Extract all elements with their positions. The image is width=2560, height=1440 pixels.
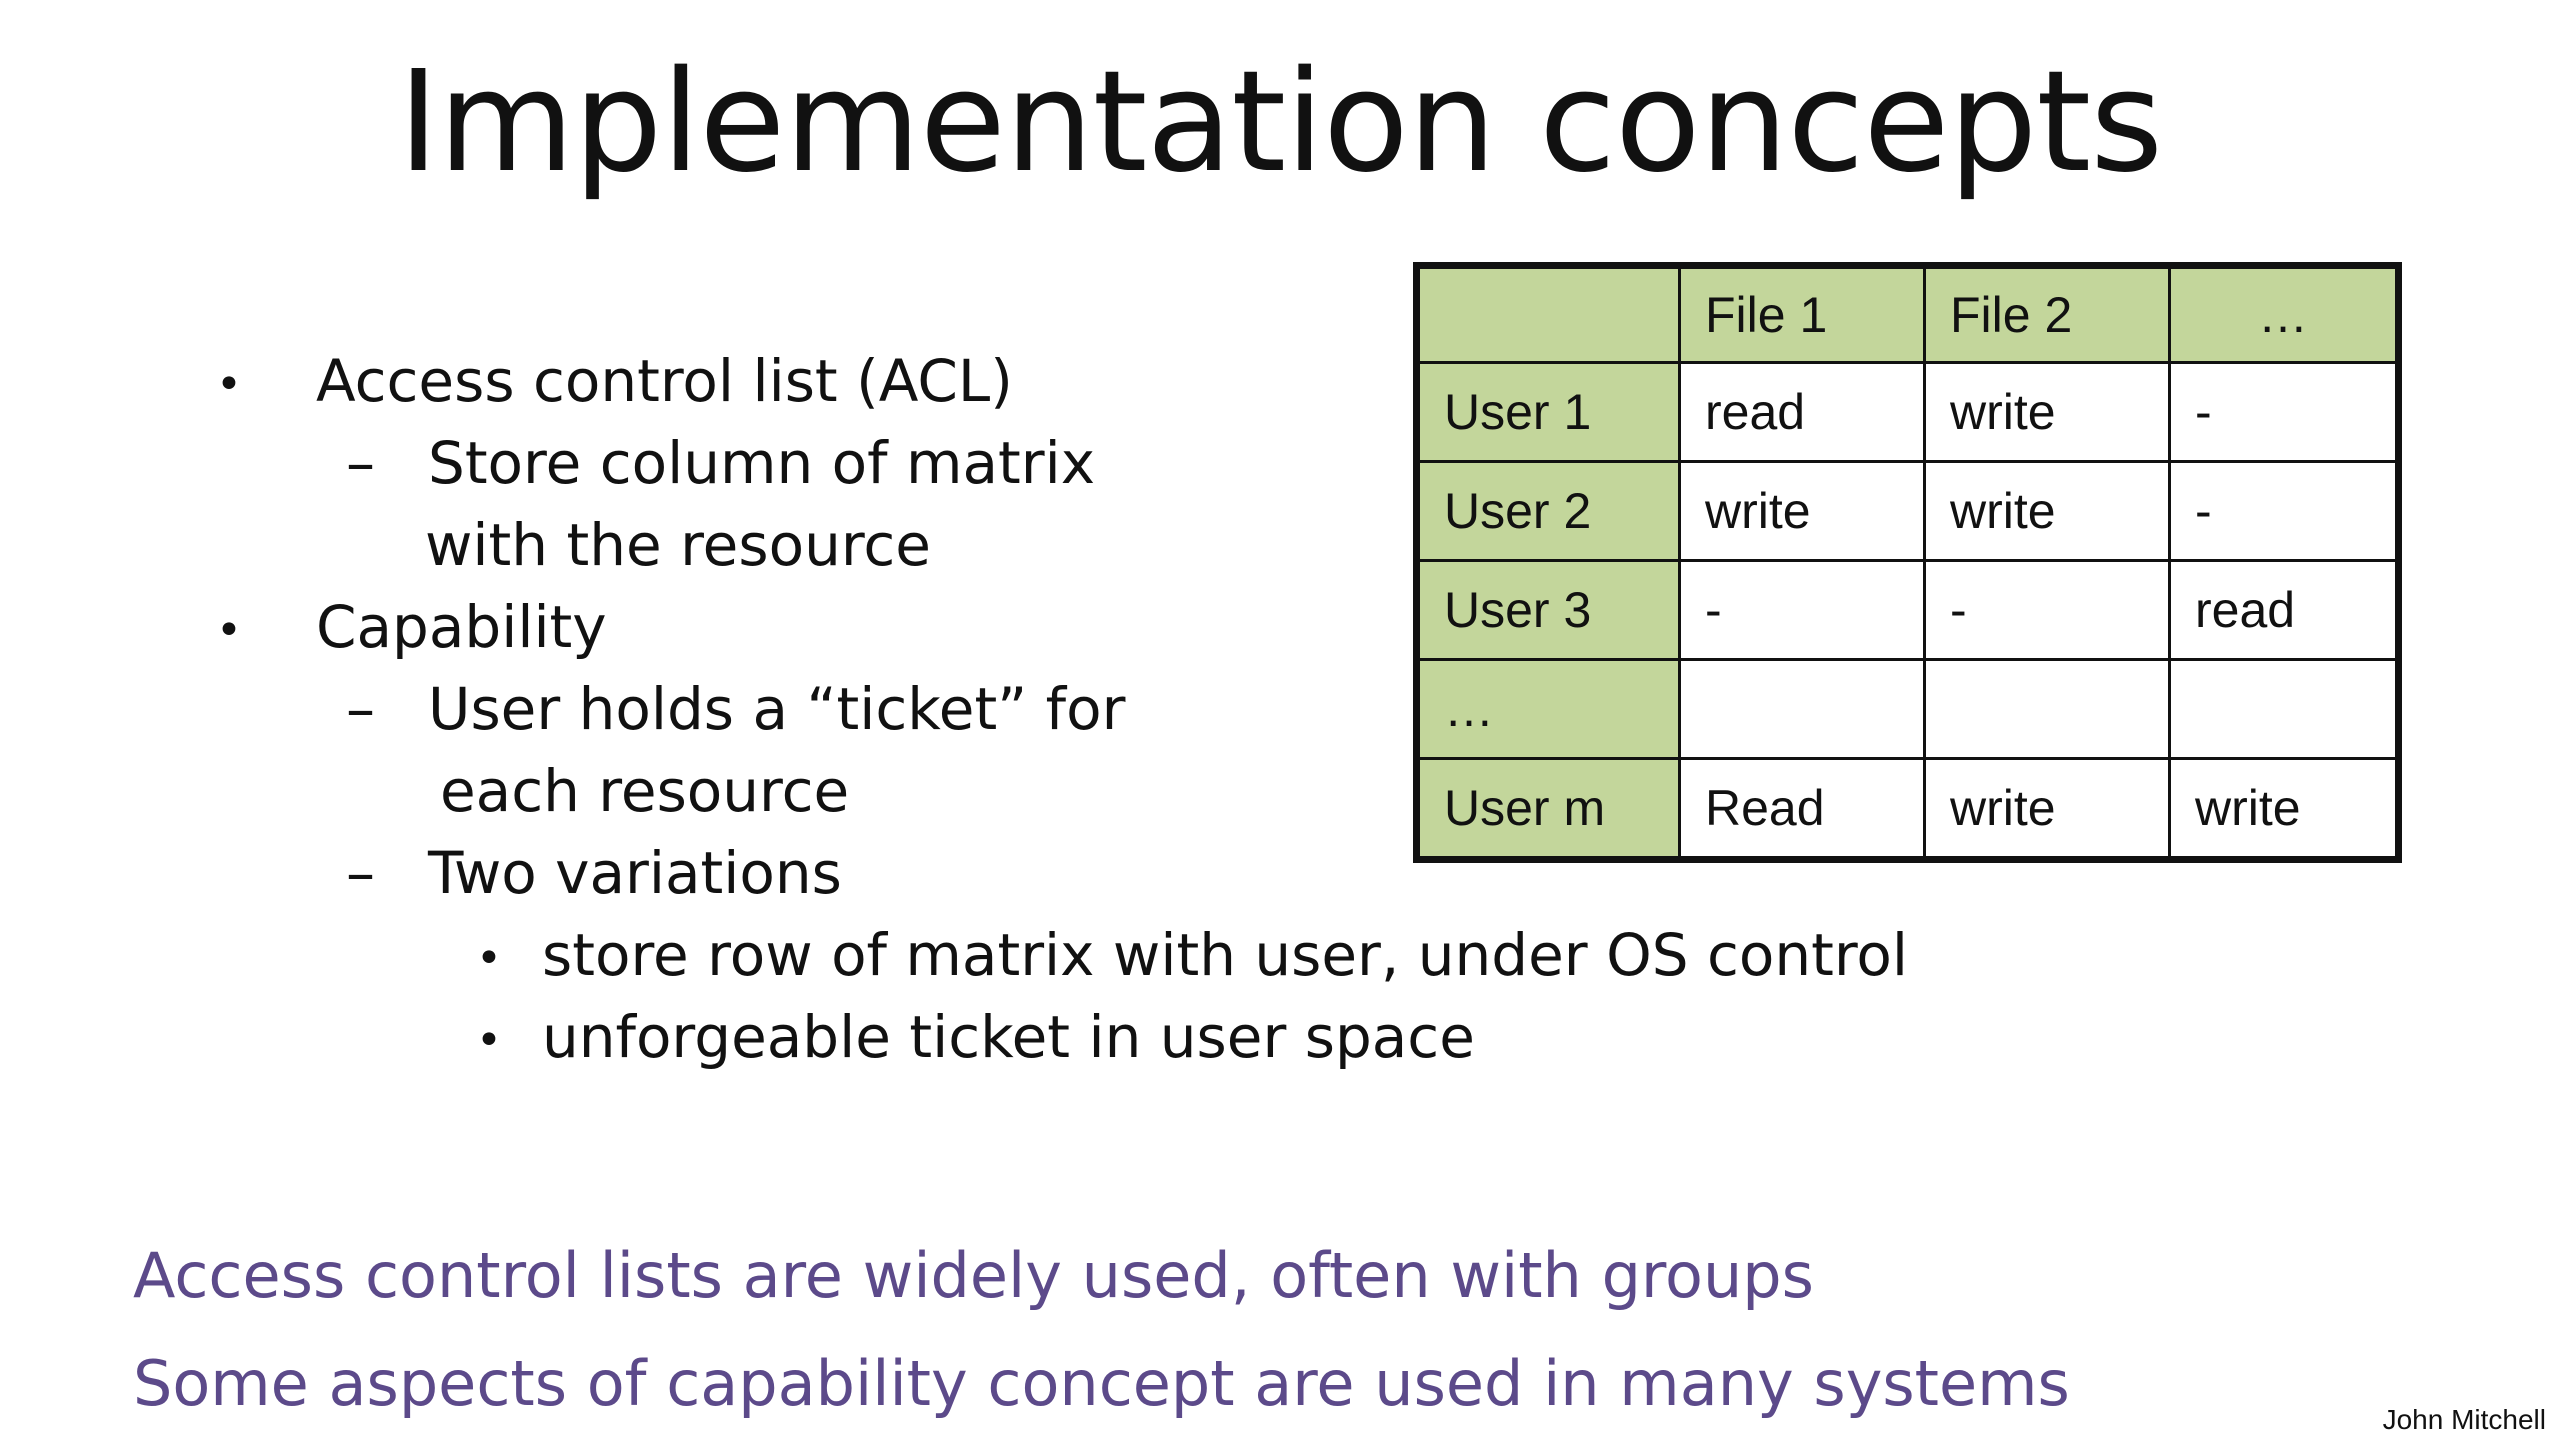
sub-bullet-acl-line2: with the resource	[425, 511, 931, 579]
matrix-cell: -	[1925, 561, 2170, 660]
dash-marker: –	[346, 429, 375, 497]
variation-item-1: store row of matrix with user, under OS control	[542, 921, 1909, 989]
sub-bullet-ticket-line2: each resource	[440, 757, 850, 825]
author-credit: John Mitchell	[2382, 1404, 2546, 1435]
matrix-cell	[2170, 660, 2399, 759]
matrix-cell: write	[1925, 759, 2170, 860]
matrix-cell: read	[1680, 363, 1925, 462]
sub-bullet-acl-line1: Store column of matrix	[428, 429, 1096, 497]
bullet-marker: •	[216, 605, 242, 656]
access-control-matrix	[1413, 262, 2402, 863]
matrix-column-header: …	[2170, 266, 2399, 363]
dash-marker: –	[346, 675, 375, 743]
sub-bullet-ticket-line1: User holds a “ticket” for	[428, 675, 1126, 743]
matrix-column-header: File 1	[1680, 266, 1925, 363]
dash-marker: –	[346, 839, 375, 907]
matrix-row-header: User 2	[1417, 462, 1680, 561]
sub-bullet-variations: Two variations	[428, 839, 842, 907]
matrix-row-header: User 3	[1417, 561, 1680, 660]
matrix-row-header: User 1	[1417, 363, 1680, 462]
variation-item-2: unforgeable ticket in user space	[542, 1003, 1475, 1071]
matrix-cell: read	[2170, 561, 2399, 660]
matrix-cell: write	[2170, 759, 2399, 860]
matrix-corner-cell	[1417, 266, 1680, 363]
bullet-acl: Access control list (ACL)	[316, 347, 1013, 415]
matrix-row	[1417, 462, 2399, 561]
matrix-cell: write	[1925, 363, 2170, 462]
matrix-row	[1417, 363, 2399, 462]
matrix-cell: -	[2170, 363, 2399, 462]
matrix-row	[1417, 660, 2399, 759]
matrix-cell	[1680, 660, 1925, 759]
matrix-cell: write	[1925, 462, 2170, 561]
matrix-row	[1417, 759, 2399, 860]
matrix-row-header: User m	[1417, 759, 1680, 860]
bullet-marker: •	[476, 933, 502, 984]
matrix-cell: Read	[1680, 759, 1925, 860]
bullet-marker: •	[476, 1015, 502, 1066]
slide-title: Implementation concepts	[397, 41, 2163, 204]
matrix-column-header: File 2	[1925, 266, 2170, 363]
summary-line-capability: Some aspects of capability concept are used in many systems	[133, 1347, 2070, 1420]
summary-line-acl: Access control lists are widely used, often with groups	[133, 1239, 1814, 1312]
bullet-marker: •	[216, 359, 242, 410]
matrix-cell: -	[1680, 561, 1925, 660]
matrix-row	[1417, 561, 2399, 660]
matrix-row-header: …	[1417, 660, 1680, 759]
matrix-cell	[1925, 660, 2170, 759]
matrix-cell: -	[2170, 462, 2399, 561]
bullet-capability: Capability	[316, 593, 607, 661]
matrix-header-row	[1417, 266, 2399, 363]
matrix-cell: write	[1680, 462, 1925, 561]
summary-notes	[133, 1222, 2070, 1438]
